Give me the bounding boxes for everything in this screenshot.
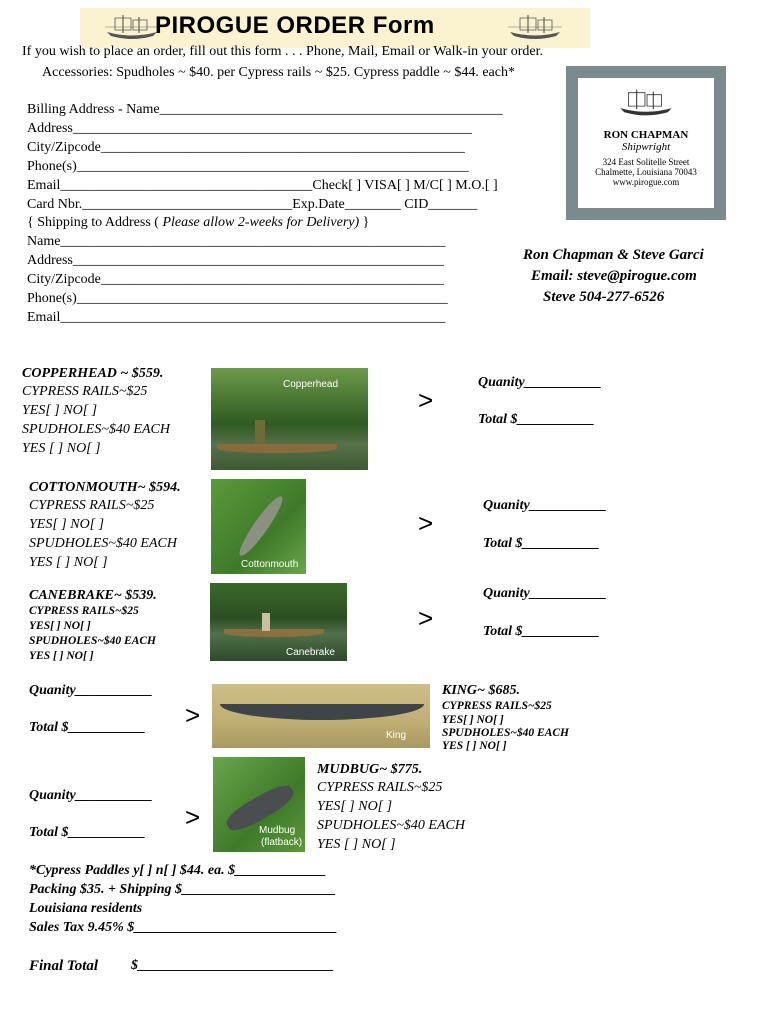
billing-phone-field[interactable]: Phone(s)________________________________________________________ xyxy=(27,159,469,174)
cottonmouth-photo: Cottonmouth xyxy=(211,479,306,574)
card-number-field[interactable]: Card Nbr.______________________________Exp.Date________ CID_______ xyxy=(27,197,478,212)
sales-tax-field[interactable]: Sales Tax 9.45% $_____________________________ xyxy=(29,920,338,935)
ship-logo-icon xyxy=(616,86,676,120)
accessories-text: Accessories: Spudholes ~ $40. per Cypress rails ~ $25. Cypress paddle ~ $44. each* xyxy=(42,65,515,80)
rails-option[interactable]: YES[ ] NO[ ] xyxy=(317,799,393,814)
spud-option[interactable]: YES [ ] NO[ ] xyxy=(442,740,507,752)
page-title: PIROGUE ORDER Form xyxy=(155,12,435,39)
spud-option[interactable]: YES [ ] NO[ ] xyxy=(29,650,94,662)
king-photo: King xyxy=(212,684,430,748)
card-web: www.pirogue.com xyxy=(612,177,680,187)
final-total-field[interactable]: $____________________________ xyxy=(131,958,334,973)
rails-option[interactable]: YES[ ] NO[ ] xyxy=(29,517,105,532)
billing-email-payment-field[interactable]: Email____________________________________Check[ ] VISA[ ] M/C[ ] M.O.[ ] xyxy=(27,178,498,193)
spud-option[interactable]: YES [ ] NO[ ] xyxy=(22,441,101,456)
shipping-phone-field[interactable]: Phone(s)_____________________________________________________ xyxy=(27,291,448,306)
product-mudbug: MUDBUG~ $775. CYPRESS RAILS~$25 YES[ ] NO[ ] SPUDHOLES~$40 EACH YES [ ] NO[ ] xyxy=(317,762,465,852)
rails-option[interactable]: YES[ ] NO[ ] xyxy=(22,403,98,418)
intro-text: If you wish to place an order, fill out this form . . . Phone, Mail, Email or Walk-in your order. xyxy=(22,44,544,59)
arrow-icon: > xyxy=(185,802,201,832)
copperhead-total-field[interactable]: Total $___________ xyxy=(478,412,595,427)
spud-option[interactable]: YES [ ] NO[ ] xyxy=(317,837,396,852)
card-street: 324 East Solitelle Street xyxy=(602,157,690,167)
king-total-field[interactable]: Total $___________ xyxy=(29,720,146,735)
business-card xyxy=(578,78,714,208)
mudbug-total-field[interactable]: Total $___________ xyxy=(29,825,146,840)
rails-option[interactable]: YES[ ] NO[ ] xyxy=(29,620,91,632)
rails-option[interactable]: YES[ ] NO[ ] xyxy=(442,714,504,726)
packing-shipping-field[interactable]: Packing $35. + Shipping $______________________ xyxy=(29,882,337,897)
louisiana-residents-label: Louisiana residents xyxy=(29,901,143,916)
arrow-icon: > xyxy=(418,603,434,633)
shipping-address-field[interactable]: Address_____________________________________________________ xyxy=(27,253,444,268)
arrow-icon: > xyxy=(185,700,201,730)
mudbug-quantity-field[interactable]: Quanity___________ xyxy=(29,788,153,803)
copperhead-photo: Copperhead xyxy=(211,368,368,470)
card-title: Shipwright xyxy=(621,141,671,153)
product-copperhead: COPPERHEAD ~ $559. CYPRESS RAILS~$25 YES[ ] NO[ ] SPUDHOLES~$40 EACH YES [ ] NO[ ] xyxy=(22,366,170,456)
cottonmouth-total-field[interactable]: Total $___________ xyxy=(483,536,600,551)
billing-address-field[interactable]: Address_________________________________________________________ xyxy=(27,121,472,136)
copperhead-quantity-field[interactable]: Quanity___________ xyxy=(478,375,602,390)
arrow-icon: > xyxy=(418,508,434,538)
canebrake-photo: Canebrake xyxy=(210,583,347,661)
product-canebrake: CANEBRAKE~ $539. CYPRESS RAILS~$25 YES[ ] NO[ ] SPUDHOLES~$40 EACH YES [ ] NO[ ] xyxy=(29,588,157,662)
paddles-field[interactable]: *Cypress Paddles y[ ] n[ ] $44. ea. $_____________ xyxy=(29,863,327,878)
product-king: KING~ $685. CYPRESS RAILS~$25 YES[ ] NO[ ] SPUDHOLES~$40 EACH YES [ ] NO[ ] xyxy=(442,683,570,752)
canebrake-total-field[interactable]: Total $___________ xyxy=(483,624,600,639)
billing-name-field[interactable]: Billing Address - Name_________________________________________________ xyxy=(27,102,503,117)
shipping-heading: { Shipping to Address ( Please allow 2-weeks for Delivery) } xyxy=(27,215,370,230)
arrow-icon: > xyxy=(418,385,434,415)
mudbug-photo: Mudbug (flatback) xyxy=(213,757,305,852)
cottonmouth-quantity-field[interactable]: Quanity___________ xyxy=(483,498,607,513)
canebrake-quantity-field[interactable]: Quanity___________ xyxy=(483,586,607,601)
shipping-city-field[interactable]: City/Zipcode_________________________________________________ xyxy=(27,272,444,287)
billing-city-field[interactable]: City/Zipcode____________________________________________________ xyxy=(27,140,465,155)
contact-phone: Steve 504-277-6526 xyxy=(543,289,665,305)
ship-icon xyxy=(103,12,161,42)
shipping-email-field[interactable]: Email_______________________________________________________ xyxy=(27,310,446,325)
ship-icon xyxy=(506,12,564,42)
shipping-name-field[interactable]: Name_______________________________________________________ xyxy=(27,234,446,249)
card-name: RON CHAPMAN xyxy=(603,129,689,141)
card-city: Chalmette, Louisiana 70043 xyxy=(595,167,697,177)
final-total-label: Final Total xyxy=(29,958,99,974)
contact-names: Ron Chapman & Steve Garci xyxy=(523,247,704,263)
king-quantity-field[interactable]: Quanity___________ xyxy=(29,683,153,698)
product-cottonmouth: COTTONMOUTH~ $594. CYPRESS RAILS~$25 YES[ ] NO[ ] SPUDHOLES~$40 EACH YES [ ] NO[ ] xyxy=(29,480,181,570)
contact-email: Email: steve@pirogue.com xyxy=(531,268,697,284)
spud-option[interactable]: YES [ ] NO[ ] xyxy=(29,555,108,570)
